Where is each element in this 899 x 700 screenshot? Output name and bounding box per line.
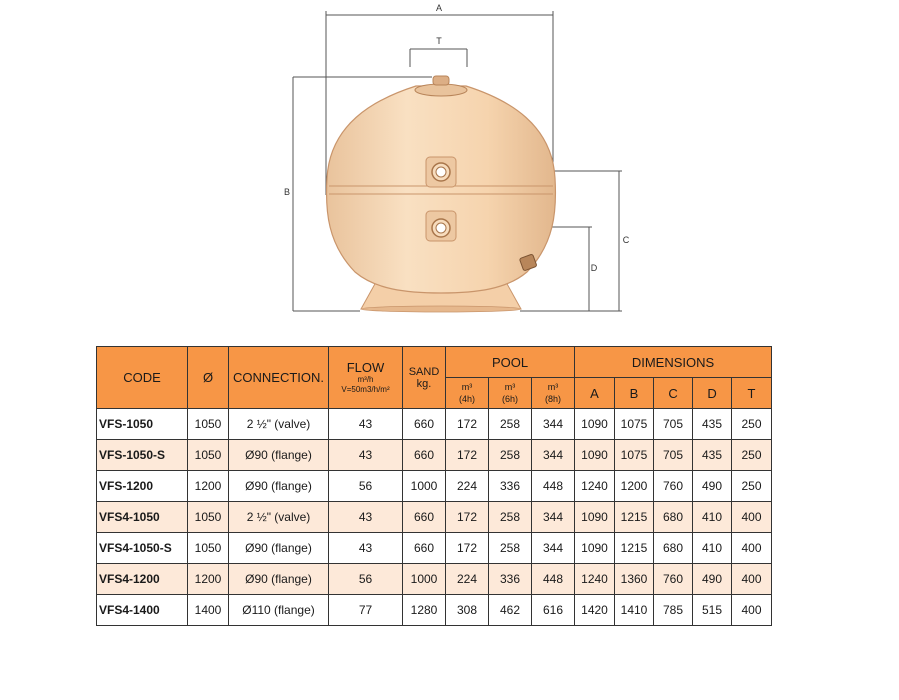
header-pool-6h (489, 378, 532, 409)
header-pool-4h-sub: (4h) (458, 394, 475, 404)
cell-flow: 43 (329, 533, 403, 564)
table-row (97, 595, 772, 626)
cell-dim-t: 400 (732, 533, 772, 564)
cell-pool-8h: 344 (532, 502, 575, 533)
cell-connection: Ø90 (flange) (229, 533, 329, 564)
cell-diameter: 1200 (188, 564, 229, 595)
header-dim-a: A (575, 378, 615, 409)
tank-lid (415, 84, 467, 96)
cell-code: VFS-1050-S (97, 440, 188, 471)
header-diameter: Ø (188, 347, 229, 409)
cell-pool-4h: 224 (446, 564, 489, 595)
cell-flow: 43 (329, 409, 403, 440)
header-flow-title: FLOW (346, 360, 385, 375)
cell-pool-4h: 308 (446, 595, 489, 626)
cell-sand: 660 (403, 409, 446, 440)
cell-dim-b: 1215 (615, 533, 654, 564)
header-pool-8h (532, 378, 575, 409)
cell-dim-b: 1360 (615, 564, 654, 595)
cell-sand: 1280 (403, 595, 446, 626)
cell-dim-t: 400 (732, 595, 772, 626)
cell-sand: 1000 (403, 471, 446, 502)
cell-dim-a: 1090 (575, 533, 615, 564)
cell-sand: 660 (403, 440, 446, 471)
cell-dim-a: 1090 (575, 409, 615, 440)
cell-sand: 1000 (403, 564, 446, 595)
header-pool-4h-unit: m³ (461, 382, 473, 392)
cell-flow: 56 (329, 564, 403, 595)
cell-connection: 2 ½" (valve) (229, 409, 329, 440)
cell-diameter: 1050 (188, 533, 229, 564)
cell-flow: 77 (329, 595, 403, 626)
cell-pool-8h: 448 (532, 564, 575, 595)
header-sand-title: SAND (408, 365, 440, 378)
cell-dim-a: 1090 (575, 502, 615, 533)
dimension-b-label: B (283, 187, 291, 197)
cell-diameter: 1050 (188, 502, 229, 533)
cell-pool-4h: 172 (446, 502, 489, 533)
cell-pool-6h: 336 (489, 564, 532, 595)
cell-pool-6h: 258 (489, 440, 532, 471)
table-row (97, 409, 772, 440)
cell-flow: 56 (329, 471, 403, 502)
header-dimensions: DIMENSIONS (575, 347, 772, 378)
header-code: CODE (97, 347, 188, 409)
filter-tank (327, 76, 556, 312)
cell-diameter: 1050 (188, 440, 229, 471)
cell-dim-b: 1075 (615, 409, 654, 440)
header-dim-c: C (654, 378, 693, 409)
cell-dim-b: 1075 (615, 440, 654, 471)
cell-connection: Ø90 (flange) (229, 564, 329, 595)
cell-dim-c: 760 (654, 564, 693, 595)
cell-flow: 43 (329, 502, 403, 533)
header-sand (403, 347, 446, 409)
cell-dim-c: 705 (654, 409, 693, 440)
cell-sand: 660 (403, 533, 446, 564)
spec-table (96, 346, 772, 626)
dimension-c-label: C (622, 235, 630, 245)
cell-pool-4h: 172 (446, 533, 489, 564)
header-dim-b: B (615, 378, 654, 409)
cell-code: VFS4-1400 (97, 595, 188, 626)
cell-pool-4h: 172 (446, 440, 489, 471)
header-pool-8h-sub: (8h) (545, 394, 562, 404)
cell-diameter: 1050 (188, 409, 229, 440)
cell-connection: Ø90 (flange) (229, 440, 329, 471)
cell-dim-t: 400 (732, 502, 772, 533)
cell-pool-6h: 336 (489, 471, 532, 502)
cell-dim-d: 410 (693, 533, 732, 564)
header-flow (329, 347, 403, 409)
header-pool-6h-unit: m³ (504, 382, 516, 392)
table-row (97, 564, 772, 595)
cell-pool-6h: 258 (489, 502, 532, 533)
cell-code: VFS4-1050 (97, 502, 188, 533)
header-dim-t: T (732, 378, 772, 409)
cell-code: VFS-1200 (97, 471, 188, 502)
dimension-t-label: T (436, 36, 442, 46)
cell-pool-8h: 448 (532, 471, 575, 502)
filter-tank-diagram (0, 0, 899, 340)
header-dim-d: D (693, 378, 732, 409)
cell-dim-a: 1420 (575, 595, 615, 626)
cell-connection: Ø110 (flange) (229, 595, 329, 626)
cell-dim-c: 785 (654, 595, 693, 626)
header-pool-8h-unit: m³ (547, 382, 559, 392)
cell-dim-t: 250 (732, 440, 772, 471)
table-row (97, 502, 772, 533)
cell-dim-c: 760 (654, 471, 693, 502)
table-row (97, 440, 772, 471)
header-pool-4h (446, 378, 489, 409)
cell-code: VFS-1050 (97, 409, 188, 440)
cell-connection: 2 ½" (valve) (229, 502, 329, 533)
cell-pool-6h: 258 (489, 409, 532, 440)
cell-dim-a: 1240 (575, 471, 615, 502)
cell-dim-t: 400 (732, 564, 772, 595)
dimension-d-label: D (590, 263, 598, 273)
cell-pool-6h: 258 (489, 533, 532, 564)
cell-dim-a: 1240 (575, 564, 615, 595)
cell-pool-4h: 224 (446, 471, 489, 502)
header-pool: POOL (446, 347, 575, 378)
header-sand-unit: kg. (416, 377, 432, 390)
cell-dim-a: 1090 (575, 440, 615, 471)
table-row (97, 533, 772, 564)
cell-dim-t: 250 (732, 409, 772, 440)
cell-dim-d: 435 (693, 409, 732, 440)
header-pool-6h-sub: (6h) (501, 394, 518, 404)
dimension-t (410, 49, 467, 67)
cell-code: VFS4-1200 (97, 564, 188, 595)
cell-connection: Ø90 (flange) (229, 471, 329, 502)
cell-pool-8h: 344 (532, 533, 575, 564)
cell-pool-8h: 344 (532, 440, 575, 471)
cell-dim-d: 410 (693, 502, 732, 533)
header-flow-unit: m³/h (357, 375, 374, 384)
cell-dim-d: 490 (693, 564, 732, 595)
cell-sand: 660 (403, 502, 446, 533)
cell-pool-4h: 172 (446, 409, 489, 440)
cell-pool-8h: 344 (532, 409, 575, 440)
dimension-a-label: A (435, 3, 443, 13)
cell-diameter: 1400 (188, 595, 229, 626)
header-connection: CONNECTION. (229, 347, 329, 409)
cell-dim-b: 1215 (615, 502, 654, 533)
cell-dim-c: 680 (654, 502, 693, 533)
cell-diameter: 1200 (188, 471, 229, 502)
cell-dim-b: 1410 (615, 595, 654, 626)
cell-dim-t: 250 (732, 471, 772, 502)
cell-dim-d: 435 (693, 440, 732, 471)
cell-dim-d: 515 (693, 595, 732, 626)
cell-code: VFS4-1050-S (97, 533, 188, 564)
cell-pool-6h: 462 (489, 595, 532, 626)
header-flow-note: V=50m3/h/m² (341, 385, 390, 394)
cell-dim-b: 1200 (615, 471, 654, 502)
cell-flow: 43 (329, 440, 403, 471)
cell-pool-8h: 616 (532, 595, 575, 626)
cell-dim-c: 705 (654, 440, 693, 471)
cell-dim-d: 490 (693, 471, 732, 502)
cell-dim-c: 680 (654, 533, 693, 564)
table-row (97, 471, 772, 502)
